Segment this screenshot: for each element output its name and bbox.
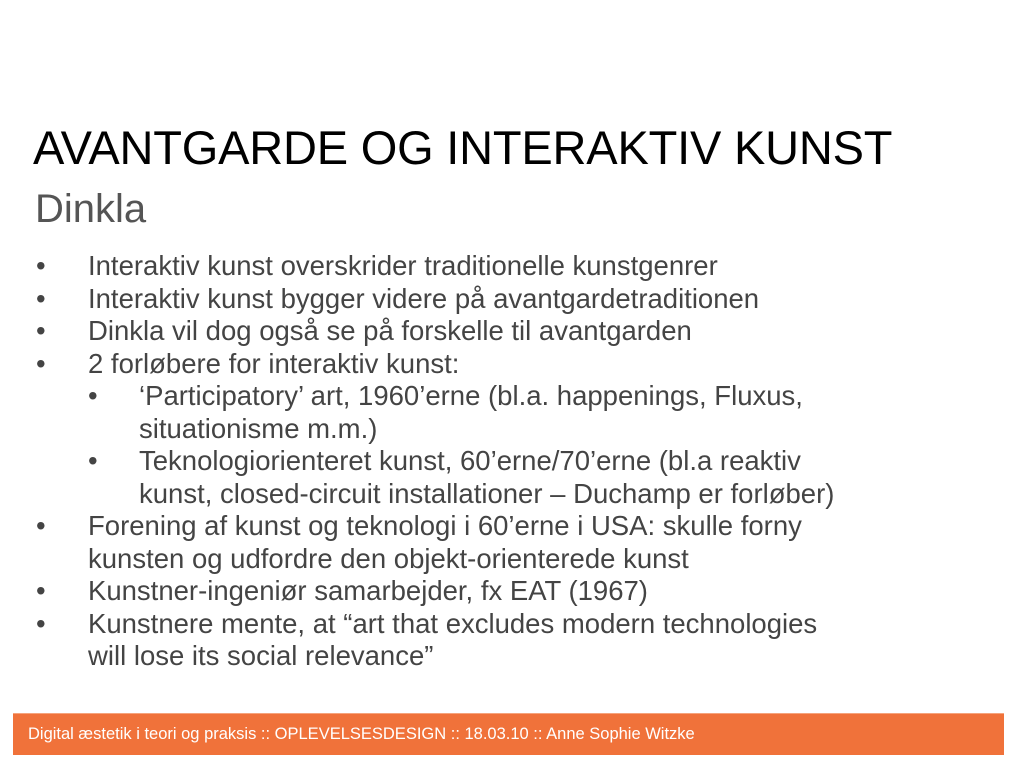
bullet-text-line: situationisme m.m.) (139, 412, 378, 444)
bullet-item (0, 510, 1024, 575)
bullet-text: 2 forløbere for interaktiv kunst: (88, 347, 460, 379)
bullet-marker: • (36, 315, 46, 346)
slide-title: AVANTGARDE OG INTERAKTIV KUNST (33, 121, 893, 174)
bullet-item (0, 315, 1024, 348)
bullet-item (0, 250, 1024, 283)
footer-text: Digital æstetik i teori og praksis :: OPLEVELSESDESIGN :: 18.03.10 :: Anne Sophie Witzke (28, 725, 695, 743)
bullet-text-line: kunsten og udfordre den objekt-orienterede kunst (88, 542, 689, 574)
bullet-text: Dinkla vil dog også se på forskelle til avantgarden (88, 315, 692, 346)
bullet-item (0, 575, 1024, 608)
bullet-marker: • (36, 282, 46, 314)
bullet-text-line: ‘Participatory’ art, 1960’erne (bl.a. happenings, Fluxus, (139, 380, 803, 411)
bullet-item (0, 348, 1024, 381)
bullet-text: Interaktiv kunst bygger videre på avantgardetraditionen (88, 282, 760, 314)
bullet-text: Kunstner-ingeniør samarbejder, fx EAT (1967) (88, 575, 648, 606)
sub-bullet-item (0, 380, 1024, 445)
bullet-marker: • (36, 347, 46, 379)
sub-bullet-item (0, 445, 1024, 510)
bullet-list (0, 250, 1024, 673)
bullet-text-line: will lose its social relevance” (88, 640, 434, 671)
bullet-marker: • (88, 445, 98, 476)
bullet-text-line: kunst, closed-circuit installationer – Duchamp er forløber) (139, 477, 835, 509)
bullet-text-line: Teknologiorienteret kunst, 60’erne/70’erne (bl.a reaktiv (139, 445, 801, 476)
bullet-text-line: Kunstnere mente, at “art that excludes modern technologies (88, 607, 818, 639)
bullet-text-line: Forening af kunst og teknologi i 60’erne i USA: skulle forny (88, 510, 802, 541)
bullet-text: Interaktiv kunst overskrider traditionelle kunstgenrer (88, 250, 718, 281)
bullet-marker: • (36, 575, 46, 606)
bullet-item (0, 608, 1024, 673)
bullet-item (0, 283, 1024, 316)
slide-subtitle: Dinkla (35, 187, 147, 231)
bullet-marker: • (36, 607, 46, 639)
bullet-marker: • (36, 510, 46, 541)
bullet-marker: • (88, 380, 98, 411)
bullet-marker: • (36, 250, 46, 281)
footer-bar (13, 713, 1004, 755)
